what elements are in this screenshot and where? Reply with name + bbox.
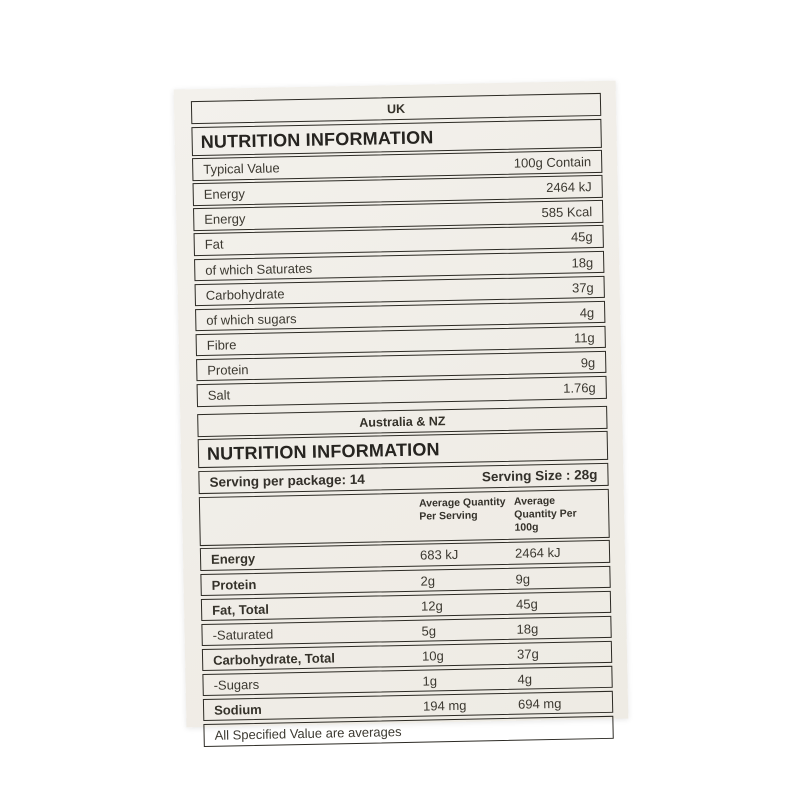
serving-size: Serving Size : 28g [481,466,598,485]
nutrient-label: of which Saturates [205,260,313,278]
au-table [197,405,614,747]
per-serving-value: 12g [420,597,443,614]
nutrient-value: 4g [579,304,595,321]
per-100g-value: 4g [517,671,533,687]
per-serving-value: 10g [421,647,444,664]
per-serving-value: 1g [422,673,438,689]
nutrient-value: 37g [571,279,594,296]
nutrient-label: Energy [210,551,256,568]
nutrient-value: 11g [573,329,595,346]
per-100g-value: 9g [515,570,531,587]
per-serving-value: 194 mg [422,697,467,714]
au-region-header: Australia & NZ [197,405,607,436]
nutrient-label: Energy [204,211,246,228]
per-100g-value: 2464 kJ [514,545,561,562]
nutrient-label: Sodium [213,701,262,718]
uk-title: NUTRITION INFORMATION [191,119,601,156]
per-100g-value: 37g [516,646,539,662]
per-100g-value: 694 mg [517,695,562,712]
nutrient-label: Fat, Total [211,601,270,618]
nutrient-value: 100g Contain [513,154,592,171]
nutrient-label: -Sugars [213,676,260,693]
nutrient-label: Carbohydrate, Total [212,650,336,668]
footnote: All Specified Value are averages [203,716,613,747]
serving-per-package: Serving per package: 14 [209,471,365,490]
column-header-per-serving: Average Quantity Per Serving [418,495,506,523]
nutrient-label: Protein [211,576,257,593]
table-row [197,376,607,407]
uk-region-header: UK [191,93,601,124]
nutrient-label: Fibre [206,337,237,353]
nutrient-value: 585 Kcal [541,204,593,221]
nutrient-label: Energy [203,186,246,203]
nutrient-label: Salt [207,387,231,403]
nutrient-value: 9g [580,355,596,371]
column-header-per-100g: Average Quantity Per 100g [513,494,577,534]
au-title: NUTRITION INFORMATION [198,431,608,468]
nutrient-label: -Saturated [212,626,274,643]
column-header-spacer [210,497,420,540]
per-100g-value: 45g [515,595,538,612]
per-serving-value: 5g [421,623,437,639]
column-headers-row [199,489,610,546]
per-serving-value: 683 kJ [419,547,459,564]
nutrient-label: Carbohydrate [205,285,285,303]
uk-table [191,93,607,407]
nutrition-label-paper [174,81,629,743]
nutrient-value: 1.76g [563,380,596,396]
per-100g-value: 18g [516,620,539,637]
nutrient-label: Fat [204,236,224,253]
nutrient-label: Typical Value [203,160,280,178]
nutrient-value: 45g [570,229,593,246]
nutrient-value: 2464 kJ [545,179,592,196]
nutrient-label: of which sugars [206,310,297,328]
nutrient-value: 18g [571,254,594,271]
per-serving-value: 2g [420,572,436,589]
nutrient-label: Protein [207,361,249,378]
